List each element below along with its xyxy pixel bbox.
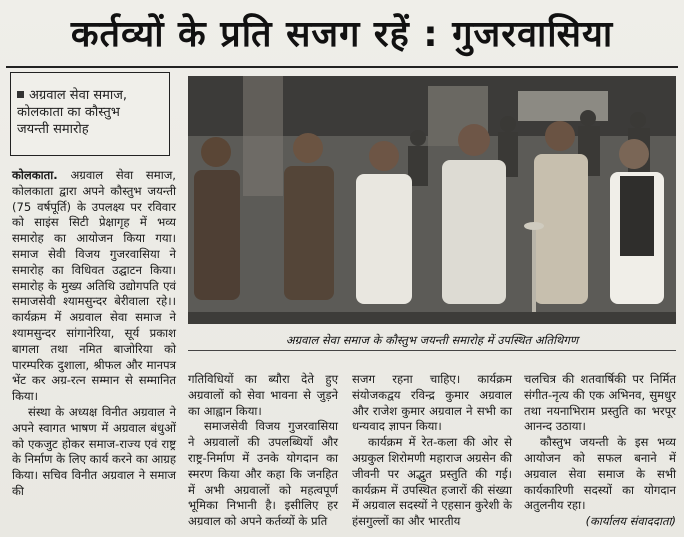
article-column-2 [188,372,338,530]
col3-para-2: कार्यक्रम में रेत-कला की ओर से अग्रकुल शिरोमणी महाराज अग्रसेन की जीवनी पर अद्भुत प्रस्तुति की गई। कार्यक्रम में उपस्थित हजारों की संख्या में अग्रवाल सदस्यों ने एहसान कुरेशी के हंसगुल्लों का और भारतीय [352,435,512,529]
col4-para-1: चलचित्र की शतवार्षिकी पर निर्मित संगीत-नृत्य की एक अभिनव, सुमधुर तथा नयनाभिराम प्रस्तुति का भरपूर आनन्द उठाया। [524,372,676,434]
subhead-box [10,72,170,156]
article-column-1 [12,168,176,500]
col4-para-2: कौस्तुभ जयन्ती के इस भव्य आयोजन को सफल बनाने में अग्रवाल सेवा समाज के सभी कार्यकारिणी सदस्यों का योगदान अतुलनीय रहा। [524,435,676,513]
col1-para-2: संस्था के अध्यक्ष विनीत अग्रवाल ने अपने स्वागत भाषण में अग्रवाल बंधुओं को एकजुट होकर समाज-राज्य एवं राष्ट्र के निर्माण के लिए कार्य करने का आग्रह किया। सचिव विनीत अग्रवाल ने समाज की [12,404,176,498]
event-photo-illustration [188,76,676,324]
headline-rule [6,66,678,68]
headline: कर्तव्यों के प्रति सजग रहें : गुजरवासिया [70,14,614,55]
byline: (कार्यालय संवाददाता) [585,514,676,528]
col3-para-1: सजग रहना चाहिए। कार्यक्रम संयोजकद्वय रविन्द्र कुमार अग्रवाल और राजेश कुमार अग्रवाल ने सभी का धन्यवाद ज्ञापन किया। [352,372,512,434]
subhead-line-2: कोलकाता का कौस्तुभ [17,105,120,120]
dateline: कोलकाता. [12,168,58,182]
photo-caption: अग्रवाल सेवा समाज के कौस्तुभ जयन्ती समारोह में उपस्थित अतिथिगण [188,330,676,351]
col2-para-1: गतिविधियों का ब्यौरा देते हुए अग्रवालों को सेवा भावना से जुड़ने का आह्वान किया। [188,372,338,418]
subhead-line-1: अग्रवाल सेवा समाज, [29,88,128,103]
subhead-line-3: जयन्ती समारोह [17,122,89,137]
event-photo [188,76,676,324]
col2-para-2: समाजसेवी विजय गुजरवासिया ने अग्रवालों की उपलब्धियों और राष्ट्र-निर्माण में उनके योगदान का स्मरण किया और कहा कि जनहित में अभी अग्रवालों को महत्वपूर्ण भूमिका निभानी है। इसीलिए हर अग्रवाल को अपने कर्तव्यों के प्रति [188,419,338,529]
article-column-4 [524,372,676,514]
article-column-3 [352,372,512,530]
subhead-text [17,87,163,138]
bullet-icon [17,91,24,98]
col1-para-1: अग्रवाल सेवा समाज, कोलकाता द्वारा अपने कौस्तुभ जयन्ती (75 वर्षपूर्ति) के उपलक्ष्य पर रविवार को साइंस सिटी प्रेक्षागृह में भव्य समारोह का आयोजन किया गया। समाज सेवी विजय गुजरवासिया ने समारोह का विधिवत उद्घाटन किया। समारोह के मुख्य अतिथि उद्योगपति एवं समाजसेवी श्यामसुन्दर बेरीवाला रहे।। कार्यक्रम में अग्रवाल सेवा समाज ने श्यामसुन्दर सांगानेरिया, सूर्य प्रकाश बागला तथा नमित बाजोरिया को पारम्परिक दुशाला, श्रीफल और मानपत्र भेंट कर अग्र-रत्न सम्मान से सम्मानित किया। [12,168,176,404]
